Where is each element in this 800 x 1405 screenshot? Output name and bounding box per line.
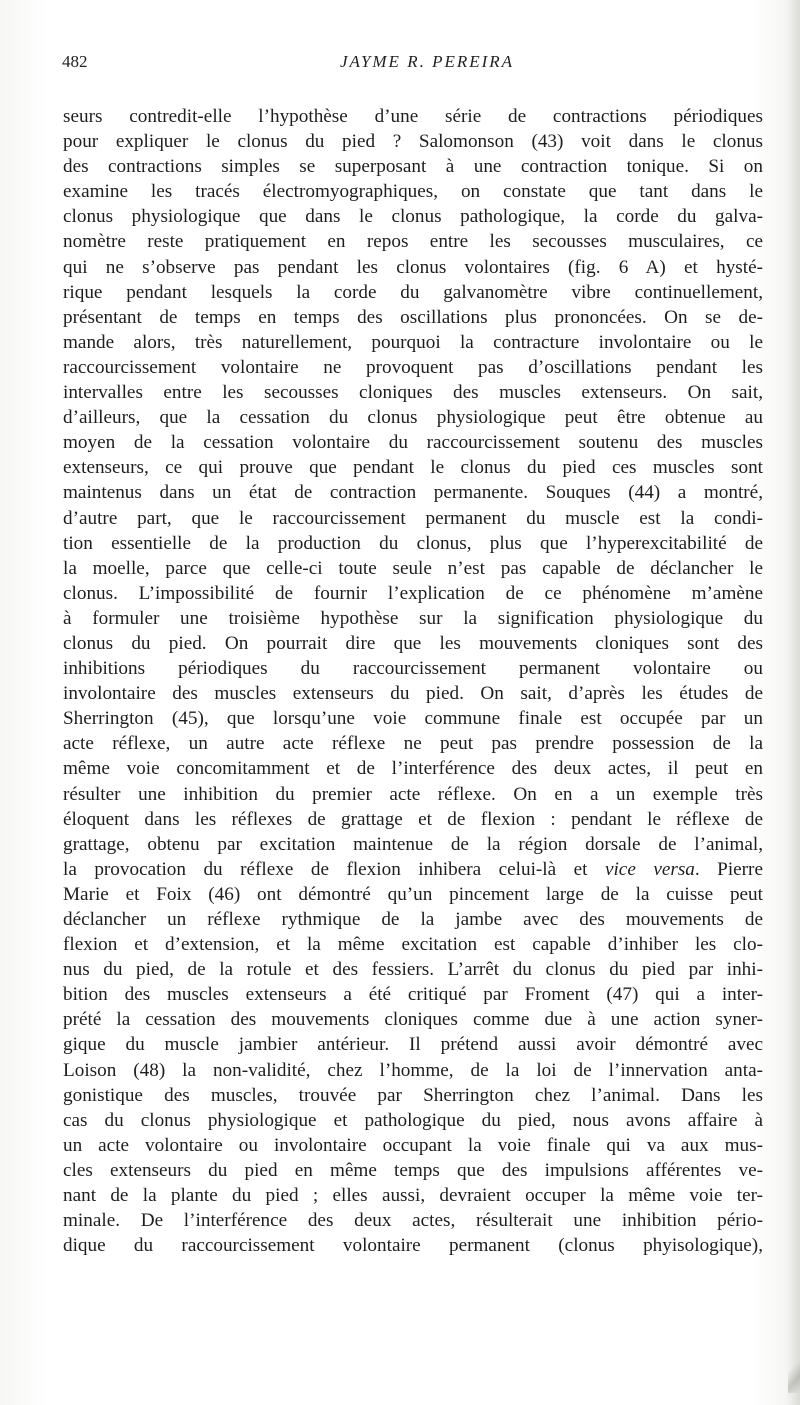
text-line: bition des muscles extenseurs a été critiqué par Froment (47) qui a inter- — [63, 984, 763, 1006]
text-line: Sherrington (45), que lorsqu’une voie commune finale est occupée par un — [63, 708, 763, 730]
body-paragraph — [63, 104, 763, 1258]
paper-mark — [788, 1363, 800, 1393]
text-line: des contractions simples se superposant à une contraction tonique. Si on — [63, 156, 763, 178]
text-line: flexion et d’extension, et la même excitation est capable d’inhiber les clo- — [63, 934, 763, 956]
text-line: même voie concomitamment et de l’interférence des deux actes, il peut en — [63, 758, 763, 780]
text-line: cles extenseurs du pied en même temps que des impulsions afférentes ve- — [63, 1159, 763, 1181]
text-line: clonus. L’impossibilité de fournir l’explication de ce phénomène m’amène — [63, 582, 763, 604]
text-line: mande alors, très naturellement, pourquoi la contracture involontaire ou le — [63, 331, 763, 353]
page-header — [62, 52, 762, 76]
text-line: clonus du pied. On pourrait dire que les mouvements cloniques sont des — [63, 632, 763, 654]
text-line: gique du muscle jambier antérieur. Il prétend aussi avoir démontré avec — [63, 1034, 763, 1056]
text-line: éloquent dans les réflexes de grattage et de flexion : pendant le réflexe de — [63, 808, 763, 830]
text-line: la provocation du réflexe de flexion inhibera celui-là et vice versa. Pierre — [63, 858, 763, 880]
text-line: gonistique des muscles, trouvée par Sherrington chez l’animal. Dans les — [63, 1084, 763, 1106]
text-line: la moelle, parce que celle-ci toute seule n’est pas capable de déclancher le — [63, 557, 763, 579]
text-line: Loison (48) la non-validité, chez l’homme, de la loi de l’innervation anta- — [63, 1059, 763, 1081]
text-line: Marie et Foix (46) ont démontré qu’un pincement large de la cuisse peut — [63, 883, 763, 905]
text-line: inhibitions périodiques du raccourcissement permanent volontaire ou — [63, 658, 763, 680]
text-line: nomètre reste pratiquement en repos entre les secousses musculaires, ce — [63, 231, 763, 253]
text-line: d’autre part, que le raccourcissement permanent du muscle est la condi- — [63, 507, 763, 529]
text-line: rique pendant lesquels la corde du galvanomètre vibre continuellement, — [63, 281, 763, 303]
text-line: dique du raccourcissement volontaire permanent (clonus phyisologique), — [63, 1235, 763, 1257]
text-line: tion essentielle de la production du clonus, plus que l’hyperexcitabilité de — [63, 532, 763, 554]
text-line: d’ailleurs, que la cessation du clonus physiologique peut être obtenue au — [63, 407, 763, 429]
text-line: intervalles entre les secousses cloniques des muscles extenseurs. On sait, — [63, 382, 763, 404]
text-line: nus du pied, de la rotule et des fessiers. L’arrêt du clonus du pied par inhi- — [63, 959, 763, 981]
text-line: prété la cessation des mouvements cloniques comme due à une action syner- — [63, 1009, 763, 1031]
text-line: seurs contredit-elle l’hypothèse d’une série de contractions périodiques — [63, 106, 763, 127]
text-line: maintenus dans un état de contraction permanente. Souques (44) a montré, — [63, 482, 763, 504]
text-line: moyen de la cessation volontaire du raccourcissement soutenu des muscles — [63, 432, 763, 454]
running-head: JAYME R. PEREIRA — [339, 52, 515, 71]
text-line: extenseurs, ce qui prouve que pendant le clonus du pied ces muscles sont — [63, 457, 763, 479]
text-line: un acte volontaire ou involontaire occupant la voie finale qui va aux mus- — [63, 1134, 763, 1156]
text-line: grattage, obtenu par excitation maintenue de la région dorsale de l’animal, — [63, 833, 763, 855]
text-line: acte réflexe, un autre acte réflexe ne peut pas prendre possession de la — [63, 733, 763, 755]
text-line: clonus physiologique que dans le clonus pathologique, la corde du galva- — [63, 206, 763, 228]
text-line: à formuler une troisième hypothèse sur la signification physiologique du — [63, 607, 763, 629]
text-line: résulter une inhibition du premier acte réflexe. On en a un exemple très — [63, 783, 763, 805]
italic-phrase: vice versa — [604, 858, 695, 880]
text-line: involontaire des muscles extenseurs du pied. On sait, d’après les études de — [63, 683, 763, 705]
text-line: nant de la plante du pied ; elles aussi, devraient occuper la même voie ter- — [63, 1185, 763, 1207]
page-edge-shadow — [786, 0, 800, 1405]
text-line: cas du clonus physiologique et pathologique du pied, nous avons affaire à — [63, 1109, 763, 1131]
text-line: pour expliquer le clonus du pied ? Salomonson (43) voit dans le clonus — [63, 131, 763, 153]
text-line: déclancher un réflexe rythmique de la jambe avec des mouvements de — [63, 909, 763, 930]
text-line: examine les tracés électromyographiques, on constate que tant dans le — [63, 181, 763, 203]
text-line: raccourcissement volontaire ne provoquent pas d’oscillations pendant les — [63, 356, 763, 378]
page-number: 482 — [62, 52, 88, 71]
text-line: présentant de temps en temps des oscillations plus prononcées. On se de- — [63, 306, 763, 328]
text-line: minale. De l’interférence des deux actes, résulterait une inhibition pério- — [63, 1210, 763, 1232]
text-line: qui ne s’observe pas pendant les clonus volontaires (fig. 6 A) et hysté- — [63, 256, 763, 278]
